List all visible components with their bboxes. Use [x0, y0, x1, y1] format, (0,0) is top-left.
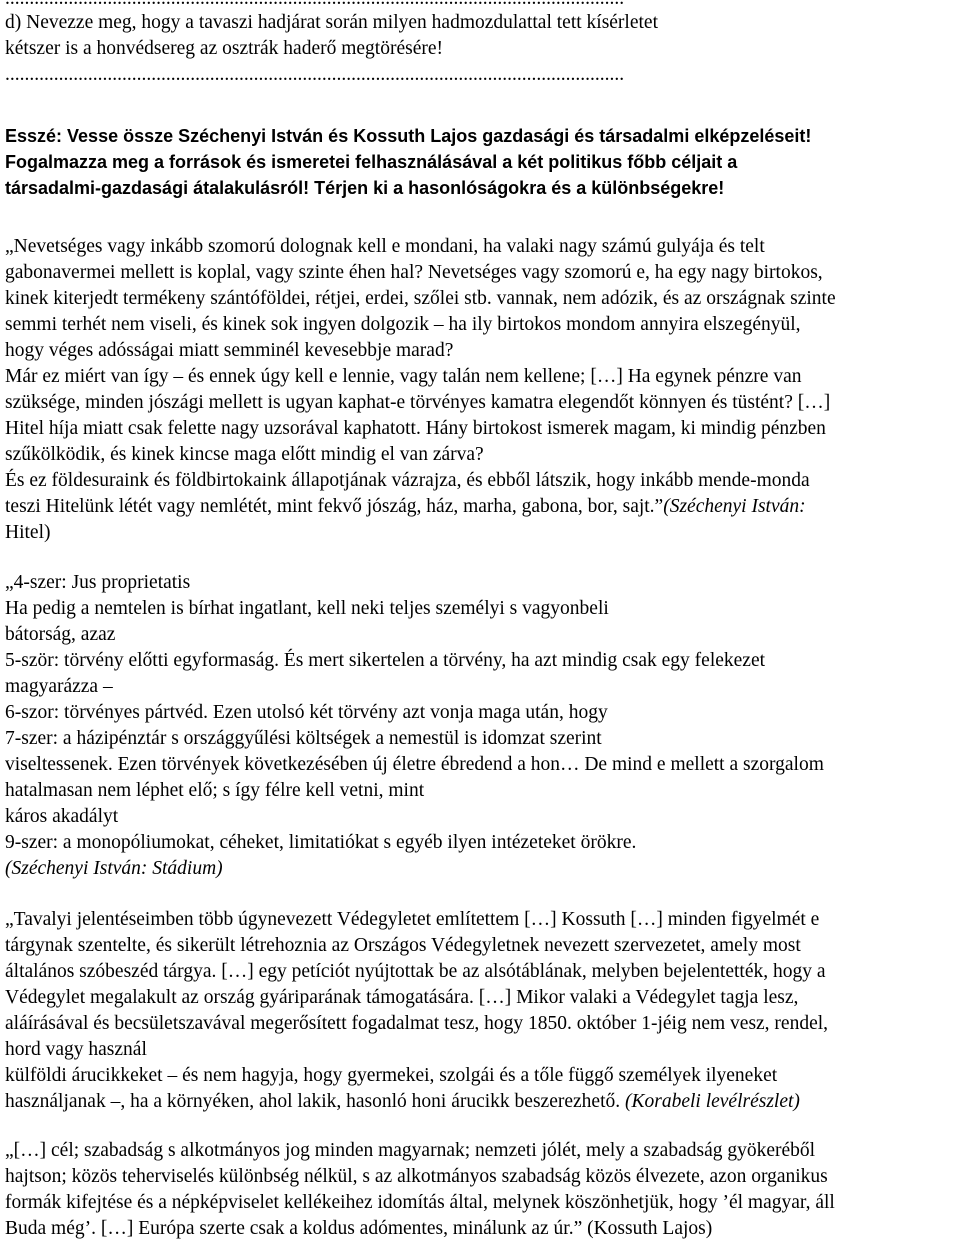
- source-line: bátorság, azaz: [5, 624, 116, 645]
- source-kossuth: [5, 1138, 835, 1242]
- source-line: hord vagy használ: [5, 1039, 147, 1060]
- source-line: 6-szor: törvényes pártvéd. Ezen utolsó két törvény azt vonja maga után, hogy: [5, 702, 608, 723]
- essay-prompt-line: Fogalmazza meg a források és ismeretei felhasználásával a két politikus főbb céljait a: [5, 152, 738, 172]
- source-line: És ez földesuraink és földbirtokaink állapotjának vázrajza, és ebből látszik, hogy inkább mende-monda: [5, 470, 810, 491]
- source-citation-end: Hitel): [5, 522, 51, 543]
- source-szechenyi-hitel: [5, 234, 836, 546]
- source-line: Buda még’. […] Európa szerte csak a koldus adómentes, minálunk az úr.” (Kossuth Lajos): [5, 1218, 713, 1239]
- source-line: hatalmasan nem léphet elő; s így félre kell vetni, mint: [5, 780, 425, 801]
- source-line: 7-szer: a házipénztár s országgyűlési költségek a nemestül is idomzat szerint: [5, 728, 602, 749]
- source-line: magyarázza –: [5, 676, 113, 697]
- source-line: semmi terhét nem viseli, és kinek sok ingyen dolgozik – ha ily birtokos mondom annyira elszegényül,: [5, 314, 801, 335]
- source-line: 5-ször: törvény előtti egyformaság. És mert sikertelen a törvény, ha azt mindig csak egy felekezet: [5, 650, 766, 671]
- source-line: szüksége, minden jószági mellett is ugyan kaphat-e törvényes kamatra elegendőt könnyen és tüstént? […]: [5, 392, 831, 413]
- source-line: [5, 494, 836, 520]
- source-line: Ha pedig a nemtelen is bírhat ingatlant, kell neki teljes személyi s vagyonbeli: [5, 598, 609, 619]
- source-citation: (Széchenyi István:: [663, 496, 806, 517]
- question-d-line: kétszer is a honvédsereg az osztrák haderő megtörésére!: [5, 38, 443, 59]
- source-text: használjanak –, ha a környéken, ahol lakik, hasonló honi árucikk beszerezhető.: [5, 1091, 621, 1112]
- essay-prompt-line: Esszé: Vesse össze Széchenyi István és Kossuth Lajos gazdasági és társadalmi elképzeléseit!: [5, 126, 812, 146]
- source-line: gabonavermei mellett is koplal, vagy szinte éhen hal? Nevetséges vagy szomorú e, ha egy nagy birtokos,: [5, 262, 823, 283]
- source-line: általános szóbeszéd tárgya. […] egy petíciót nyújtottak be az alsótáblának, melyben bejelentették, hogy a: [5, 961, 826, 982]
- source-line: Védegylet megalakult az ország gyáriparának támogatására. […] Mikor valaki a Védegylet tagja lesz,: [5, 987, 799, 1008]
- question-d: [5, 10, 658, 62]
- source-line: „4-szer: Jus proprietatis: [5, 572, 191, 593]
- essay-prompt: [5, 123, 811, 201]
- source-line: Már ez miért van így – és ennek úgy kell e lennie, vagy talán nem kellene; […] Ha egynek pénzre van: [5, 366, 802, 387]
- essay-prompt-line: társadalmi-gazdasági átalakulásról! Térjen ki a hasonlóságokra és a különbségekre!: [5, 178, 725, 198]
- source-line: szűkölködik, és kinek kincse maga előtt mindig el van zárva?: [5, 444, 484, 465]
- source-line: külföldi árucikkeket – és nem hagyja, hogy gyermekei, szolgái és a tőle függő személyek ilyeneket: [5, 1065, 778, 1086]
- source-line: hajtson; közös teherviselés különbség nélkül, s az alkotmányos szabadság közös élvezete, azon organikus: [5, 1166, 828, 1187]
- source-line: [5, 1089, 828, 1115]
- source-szechenyi-stadium: [5, 570, 824, 882]
- source-line: „Nevetséges vagy inkább szomorú dolognak kell e mondani, ha valaki nagy számú gulyája és telt: [5, 236, 765, 257]
- source-line: formák kifejtése és a népképviselet kellékeihez idomítás által, melynek köszönhetjük, hogy ’él magyar, áll: [5, 1192, 835, 1213]
- source-line: aláírásával és becsületszavával megerősített fogadalmat tesz, hogy 1850. október 1-jéig nem vesz, rendel,: [5, 1013, 829, 1034]
- source-line: tárgynak szentelte, és sikerült létrehoznia az Országos Védegyletnek nevezett szervezetet, amely most: [5, 935, 801, 956]
- source-text: teszi Hitelünk létét vagy nemlétét, mint fekvő jószág, ház, marha, gabona, bor, sajt.”: [5, 496, 664, 517]
- source-line: „[…] cél; szabadság s alkotmányos jog minden magyarnak; nemzeti jólét, mely a szabadság gyökeréből: [5, 1140, 816, 1161]
- source-korabeli-level: [5, 907, 828, 1115]
- source-citation: (Korabeli levélrészlet): [624, 1091, 800, 1112]
- source-line: Hitel híja miatt csak felette nagy uzsorával kaphatott. Hány birtokost ismerek magam, ki mindig pénzben: [5, 418, 826, 439]
- source-line: „Tavalyi jelentéseimben több úgynevezett Védegyletet említettem […] Kossuth […] minden figyelmét e: [5, 909, 820, 930]
- source-line: hogy véges adósságai miatt semminél kevesebbje marad?: [5, 340, 454, 361]
- source-line: kinek kiterjedt termékeny szántóföldei, rétjei, erdei, szőlei stb. vannak, nem adózik, és az országnak szinte: [5, 288, 836, 309]
- source-line: viseltessenek. Ezen törvények következésében új életre ébredend a hon… De mind e mellett a szorgalom: [5, 754, 824, 775]
- source-citation: (Széchenyi István: Stádium): [5, 858, 223, 879]
- question-d-line: d) Nevezze meg, hogy a tavaszi hadjárat során milyen hadmozdulattal tett kísérletet: [5, 12, 658, 33]
- source-line: káros akadályt: [5, 806, 119, 827]
- answer-dots-bottom: ...............................................................................................................................: [5, 64, 625, 85]
- source-line: 9-szer: a monopóliumokat, céheket, limitatiókat s egyéb ilyen intézeteket örökre.: [5, 832, 637, 853]
